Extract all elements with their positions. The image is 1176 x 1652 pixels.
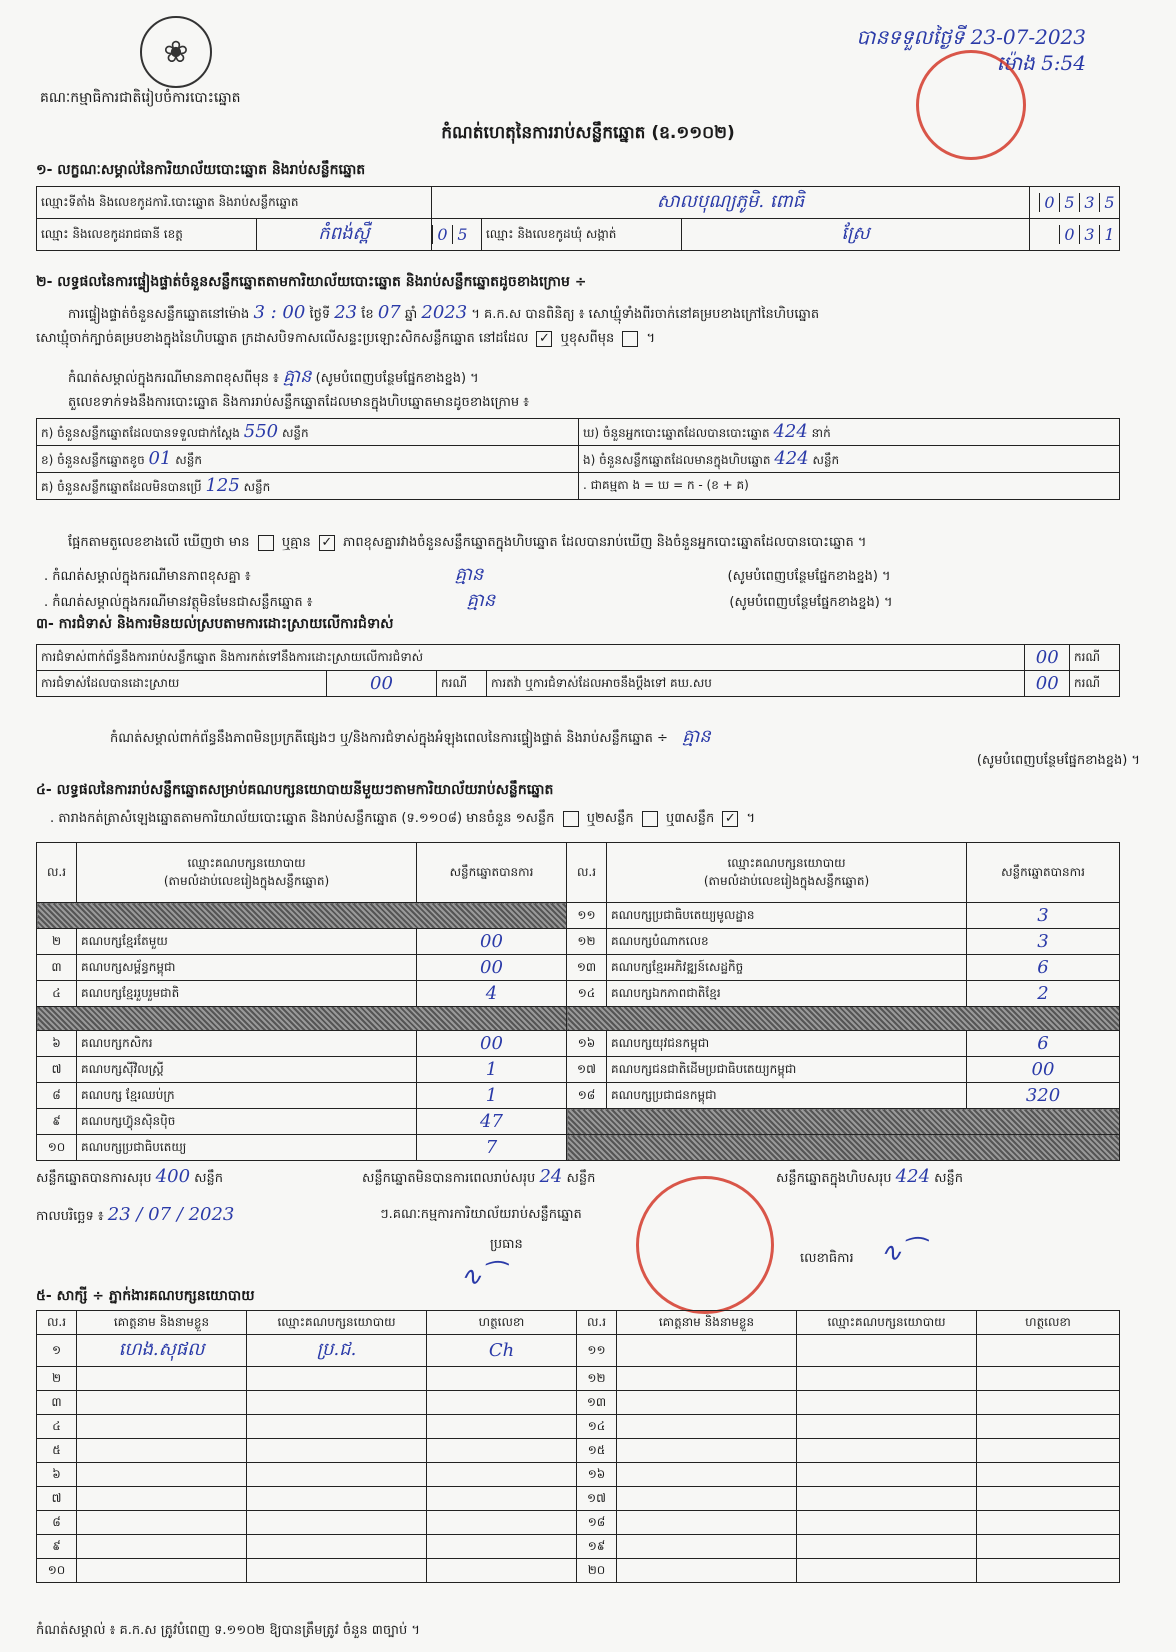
witness-number: ៧ [37,1487,77,1511]
witness-party [247,1463,427,1487]
witness-party [247,1367,427,1391]
witness-number: ១២ [577,1367,617,1391]
party-number: ១២ [567,929,607,955]
party-row [37,981,1120,1007]
count-c-row: គ) ចំនួនសន្លឹកឆ្នោតដែលមិនបានប្រើ 125 សន្លឹក [37,473,579,500]
diff-yes-checkbox [258,535,274,551]
party-row [37,955,1120,981]
party-name: គណបក្ស ខ្មែរឈប់ក្រ [77,1083,417,1109]
party-votes: 6 [967,1031,1120,1057]
party-number: ៣ [37,955,77,981]
witness-name [617,1415,797,1439]
witness-row [37,1335,1120,1367]
witness-signature: Ch [427,1335,577,1367]
verify-day: 23 [334,302,358,323]
party-votes: 00 [417,929,567,955]
section3-heading: ៣- ការជំទាស់ និងការមិនយល់ស្របតាមការដោះស្រាយលើការជំទាស់ [36,616,394,632]
party-number: ៦ [37,1031,77,1057]
tally-3-checkbox: ✓ [722,811,738,827]
witness-row [37,1415,1120,1439]
received-date: បានទទួលថ្ងៃទី 23-07-2023 [856,25,1086,49]
committee-stamp [636,1176,774,1314]
party-name: គណបក្សខ្មែរអភិវឌ្ឍន៍សេដ្ឋកិច្ច [607,955,967,981]
party-row [37,903,1120,929]
witness-party [797,1415,977,1439]
party-name: គណបក្សប្រជាជនកម្ពុជា [607,1083,967,1109]
witness-name [77,1511,247,1535]
chair-label: ប្រធាន [490,1237,523,1252]
witness-signature [427,1487,577,1511]
witness-party [247,1559,427,1583]
witness-name [77,1463,247,1487]
party-votes: 00 [417,955,567,981]
count-a-value: 550 [243,421,279,442]
witness-row [37,1559,1120,1583]
province-code: 0 5 [432,219,482,251]
count-b-row: ខ) ចំនួនសន្លឹកឆ្នោតខូច 01 សន្លឹក [37,446,579,473]
party-number: ៧ [37,1057,77,1083]
party-name: គណបក្សឯកភាពជាតិខ្មែរ [607,981,967,1007]
objection-r3-value: 00 [1025,671,1070,697]
abnormal-note-line: កំណត់សម្គាល់ក្នុងករណីមានភាពខុសពីមុន ៖ គ្មាន (សូមបំពេញបន្ថែមផ្នែកខាងខ្នង) ។ [68,366,479,387]
witness-party: ប្រ.ជ. [247,1335,427,1367]
witness-name: ហេង.សុផល [77,1335,247,1367]
committee-label: ៗ.គណៈកម្មការការិយាល័យរាប់សន្លឹកឆ្នោត [380,1207,582,1222]
witness-name [77,1535,247,1559]
station-label: ឈ្មោះទីតាំង និងលេខកូដការិ.បោះឆ្នោត និងរាប់សន្លឹកឆ្នោត [37,187,432,219]
party-number: ៨ [37,1083,77,1109]
witness-number: ១១ [577,1335,617,1367]
shaded-withdrawn-party [37,903,567,929]
witness-name [617,1391,797,1415]
commune-label: ឈ្មោះ និងលេខកូដឃុំ សង្កាត់ [482,219,682,251]
witness-signature [977,1439,1120,1463]
witness-party [247,1487,427,1511]
party-row [37,1083,1120,1109]
shaded-withdrawn-party [567,1135,1120,1161]
witness-number: ៩ [37,1535,77,1559]
party-votes: 1 [417,1057,567,1083]
province-value: កំពង់ស្ពឺ [257,219,432,251]
witness-signature [977,1391,1120,1415]
tally-1-checkbox [563,811,579,827]
party-name: គណបក្សសម្ព័ន្ធកម្ពុជា [77,955,417,981]
shaded-withdrawn-party [567,1007,1120,1031]
verify-year: 2023 [421,302,468,323]
commune-code: 0 3 1 [1030,219,1120,251]
witness-row [37,1511,1120,1535]
party-row [37,1031,1120,1057]
witness-signature [427,1511,577,1535]
witness-number: ១៨ [577,1511,617,1535]
witness-party [797,1559,977,1583]
witness-name [77,1439,247,1463]
witness-name [617,1487,797,1511]
tally-line: . តារាងកត់ត្រាសំឡេងឆ្នោតតាមការិយាល័យបោះឆ្នោត និងរាប់សន្លឹកឆ្នោត (ទ.១១០៨) មានចំនួន ១សន្លឹក ឬ២សន្លឹក ឬ៣សន្លឹក ✓ ។ [50,810,756,826]
verify-month: 07 [377,302,401,323]
objection-r2-label: ការជំទាស់ដែលបានដោះស្រាយ [37,671,327,697]
witness-party [247,1391,427,1415]
witness-name [617,1559,797,1583]
count-e-value: 424 [774,448,809,469]
witness-signature [977,1487,1120,1511]
station-value: សាលបុណ្យភូមិ. ពោធិ [432,187,1030,219]
witness-number: ៨ [37,1511,77,1535]
witness-name [77,1391,247,1415]
diff-note-line: . កំណត់សម្គាល់ក្នុងករណីមានភាពខុសគ្នា ៖ គ្មាន (សូមបំពេញបន្ថែមផ្នែកខាងខ្នង) ។ [44,564,891,585]
party-votes: 47 [417,1109,567,1135]
party-votes: 6 [967,955,1120,981]
count-d-row: ឃ) ចំនួនអ្នកបោះឆ្នោតដែលបានបោះឆ្នោត 424 នាក់ [579,419,1120,446]
count-e-row: ង) ចំនួនសន្លឹកឆ្នោតដែលមានក្នុងហិបឆ្នោត 424 សន្លឹក [579,446,1120,473]
province-label: ឈ្មោះ និងលេខកូដរាជធានី ខេត្ត [37,219,257,251]
witness-row [37,1463,1120,1487]
witness-name [617,1335,797,1367]
objection-note-line: កំណត់សម្គាល់ពាក់ព័ន្ធនឹងភាពមិនប្រក្រតីផ្សេងៗ ឬ/និងការជំទាស់ក្នុងអំឡុងពេលនៃការផ្ទៀងផ្ទាត់ និងរាប់សន្លឹកឆ្នោត ÷ គ្មាន [110,726,711,747]
witness-number: ២ [37,1367,77,1391]
witness-party [797,1487,977,1511]
party-name: គណបក្សយុវជនកម្ពុជា [607,1031,967,1057]
verify-time: 3 : 00 [253,302,306,323]
date-line: កាលបរិច្ឆេទ ៖ 23 / 07 / 2023 [36,1204,235,1225]
doubt-note-line: . កំណត់សម្គាល់ក្នុងករណីមានវត្ថុមិនមែនជាសន្លឹកឆ្នោត ៖ គ្មាន (សូមបំពេញបន្ថែមផ្នែកខាងខ្នង) ។ [44,590,893,611]
witness-number: ១៩ [577,1535,617,1559]
witness-signature [427,1463,577,1487]
party-votes: 3 [967,929,1120,955]
org-name: គណៈកម្មាធិការជាតិរៀបចំការបោះឆ្នោត [40,90,241,106]
box-total: សន្លឹកឆ្នោតក្នុងហិបសរុប 424 សន្លឹក [776,1166,964,1187]
witness-name [617,1463,797,1487]
witness-name [77,1367,247,1391]
section4-heading: ៤- លទ្ធផលនៃការរាប់សន្លឹកឆ្នោតសម្រាប់គណបក្សនយោបាយនីមួយៗតាមការិយាល័យរាប់សន្លឹកឆ្នោត [36,782,554,798]
diff-no-checkbox: ✓ [319,535,335,551]
party-name: គណបក្សប្រជាធិបតេយ្យមូលដ្ឋាន [607,903,967,929]
party-row [37,1135,1120,1161]
secretary-label: លេខាធិការ [800,1251,854,1266]
witness-signature [977,1511,1120,1535]
count-c-value: 125 [205,475,240,496]
witness-name [77,1487,247,1511]
section5-heading: ៥- សាក្សី ÷ ភ្នាក់ងារគណបក្សនយោបាយ [36,1288,255,1304]
party-number: ១១ [567,903,607,929]
witness-signature [427,1391,577,1415]
objection-r1-label: ការជំទាស់ពាក់ព័ន្ធនឹងការរាប់សន្លឹកឆ្នោត និងការកត់ទៅនឹងការដោះស្រាយលើការជំទាស់ [37,645,1025,671]
party-number: ១៧ [567,1057,607,1083]
witness-party [797,1535,977,1559]
witness-party [797,1391,977,1415]
witness-party [247,1439,427,1463]
objection-table: ការជំទាស់ពាក់ព័ន្ធនឹងការរាប់សន្លឹកឆ្នោត និងការកត់ទៅនឹងការដោះស្រាយលើការជំទាស់ 00 ករណី ការជំទាស់ដែលបានដោះស្រាយ 00 ករណី ការតវ៉ា ឬការជំទាស់ដែលអាចនឹងប្តឹងទៅ គឃ.សប 00 ករណី [36,644,1120,697]
witness-table: ល.រ គោត្តនាម និងនាមខ្លួន ឈ្មោះគណបក្សនយោបាយ ហត្ថលេខា ល.រ គោត្តនាម និងនាមខ្លួន ឈ្មោះគណបក្សនយោបាយ ហត្ថលេខា ១ ហេង.សុផល ប្រ.ជ. Ch ១១ ២ ១២ ៣ ១៣ ៤ ១៤ ៥ ១៥ ៦ ១៦ ៧ ១៧ ៨ ១៨ ៩ ១៩ ១០ ២០ [36,1310,1120,1583]
party-number: ៩ [37,1109,77,1135]
objection-fill-back: (សូមបំពេញបន្ថែមផ្នែកខាងខ្នង) ។ [976,753,1140,768]
witness-number: ១៦ [577,1463,617,1487]
party-name: គណបក្សស៊ីវិលស្ត្រី [77,1057,417,1083]
witness-signature [427,1367,577,1391]
witness-signature [977,1367,1120,1391]
witness-signature [427,1439,577,1463]
section1-heading: ១- លក្ខណៈសម្គាល់នៃការិយាល័យបោះឆ្នោត និងរាប់សន្លឹកឆ្នោត [36,162,366,178]
witness-number: ១៧ [577,1487,617,1511]
witness-number: ៦ [37,1463,77,1487]
witness-party [797,1511,977,1535]
witness-signature [427,1535,577,1559]
party-number: ១០ [37,1135,77,1161]
witness-party [797,1367,977,1391]
verify-line: ការផ្ទៀងផ្ទាត់ចំនួនសន្លឹកឆ្នោតនៅម៉ោង 3 : 00 ថ្ងៃទី 23 ខែ 07 ឆ្នាំ 2023 ។ គ.ក.ស បានពិនិត្យ ៖ សោឃ្មុំទាំងពីរចាក់នៅគម្របខាងក្រៅនៃហិបឆ្នោត [68,302,820,323]
party-results-table: ល.រ ឈ្មោះគណបក្សនយោបាយ (តាមលំដាប់លេខរៀងក្នុងសន្លឹកឆ្នោត) សន្លឹកឆ្នោតបានការ ល.រ ឈ្មោះគណបក្សនយោបាយ (តាមលំដាប់លេខរៀងក្នុងសន្លឹកឆ្នោត) សន្លឹកឆ្នោតបានការ ១១ គណបក្សប្រជាធិបតេយ្យមូលដ្ឋាន 3 ២ គណបក្សខ្មែរតែមួយ 00 ១២ គណបក្សបំណាកលេខ 3 ៣ គណបក្សសម្ព័ន្ធកម្ពុជា 00 ១៣ គណបក្សខ្មែរអភិវឌ្ឍន៍សេដ្ឋកិច្ច 6 ៤ គណបក្សខ្មែររួបរួមជាតិ 4 ១៤ គណបក្សឯកភាពជាតិខ្មែរ 2 ៦ គណបក្សកសិករ 00 ១៦ គណបក្សយុវជនកម្ពុជា 6 ៧ គណបក្សស៊ីវិលស្ត្រី 1 ១៧ គណបក្សជនជាតិដើមប្រជាធិបតេយ្យកម្ពុជា 00 ៨ គណបក្ស ខ្មែរឈប់ក្រ 1 ១៨ គណបក្សប្រជាជនកម្ពុជា 320 ៩ គណបក្សហ៊្វុនស៊ិនប៉ិច 47 ១០ គណបក្សប្រជាធិបតេយ្យ 7 [36,842,1120,1161]
count-b-value: 01 [148,448,172,469]
difference-line: ផ្អែកតាមតួលេខខាងលើ ឃើញថា មាន ឬគ្មាន ✓ ភាពខុសគ្នារវាងចំនួនសន្លឹកឆ្នោតក្នុងហិបឆ្នោត ដែលបានរាប់ឃើញ និងចំនួនអ្នកបោះឆ្នោតដែលបានបោះឆ្នោត ។ [68,534,867,550]
seal-changed-checkbox [622,331,638,347]
witness-signature [977,1463,1120,1487]
party-number: ៤ [37,981,77,1007]
party-number: ១៦ [567,1031,607,1057]
witness-party [247,1415,427,1439]
tally-2-checkbox [642,811,658,827]
count-a-row: ក) ចំនួនសន្លឹកឆ្នោតដែលបានទទួលជាក់ស្តែង 550 សន្លឹក [37,419,579,446]
party-row [37,1057,1120,1083]
witness-name [617,1535,797,1559]
party-row [37,1109,1120,1135]
section2-heading: ២- លទ្ធផលនៃការផ្ទៀងផ្ទាត់ចំនួនសន្លឹកឆ្នោតតាមការិយាល័យបោះឆ្នោត និងរាប់សន្លឹកឆ្នោតដូចខាងក្រោម ÷ [36,274,587,290]
document-title: កំណត់ហេតុនៃការរាប់សន្លឹកឆ្នោត (ឧ.១១០២) [441,123,735,143]
witness-row [37,1487,1120,1511]
commune-value: ស្រែ [682,219,1030,251]
seal-same-checkbox: ✓ [536,331,552,347]
ballot-count-table [36,418,1120,500]
party-name: គណបក្សកសិករ [77,1031,417,1057]
party-votes: 00 [967,1057,1120,1083]
witness-name [617,1439,797,1463]
witness-name [77,1559,247,1583]
witness-number: ១ [37,1335,77,1367]
shaded-withdrawn-party [567,1109,1120,1135]
witness-number: ១៤ [577,1415,617,1439]
party-name: គណបក្សជនជាតិដើមប្រជាធិបតេយ្យកម្ពុជា [607,1057,967,1083]
witness-party [247,1511,427,1535]
party-name: គណបក្សបំណាកលេខ [607,929,967,955]
party-votes: 00 [417,1031,567,1057]
party-name: គណបក្សប្រជាធិបតេយ្យ [77,1135,417,1161]
witness-number: ១៣ [577,1391,617,1415]
party-votes: 1 [417,1083,567,1109]
witness-number: ១៥ [577,1439,617,1463]
national-emblem: ❀ [140,16,212,88]
witness-party [797,1335,977,1367]
footer-note: កំណត់សម្គាល់ ៖ គ.ក.ស ត្រូវបំពេញ ទ.១១០២ ឱ្យបានត្រឹមត្រូវ ចំនួន ៣ច្បាប់ ។ [36,1623,420,1638]
valid-total: សន្លឹកឆ្នោតបានការសរុប 400 សន្លឹក [36,1166,224,1187]
formula: . ជាគម្មតា ង = ឃ = ក - (ខ + គ) [579,473,1120,500]
witness-party [247,1535,427,1559]
witness-signature [427,1415,577,1439]
witness-row [37,1391,1120,1415]
witness-signature [977,1335,1120,1367]
chair-signature: ∿⁀ [460,1262,503,1292]
witness-number: ៤ [37,1415,77,1439]
witness-name [617,1511,797,1535]
witness-party [797,1439,977,1463]
party-row [37,929,1120,955]
witness-name [617,1367,797,1391]
party-name: គណបក្សខ្មែររួបរួមជាតិ [77,981,417,1007]
party-number: ១៣ [567,955,607,981]
objection-r1-value: 00 [1025,645,1070,671]
witness-name [77,1415,247,1439]
party-name: គណបក្សខ្មែរតែមួយ [77,929,417,955]
party-votes: 7 [417,1135,567,1161]
station-info-table [36,186,1120,251]
party-votes: 4 [417,981,567,1007]
party-name: គណបក្សហ៊្វុនស៊ិនប៉ិច [77,1109,417,1135]
witness-signature [427,1559,577,1583]
witness-number: ២០ [577,1559,617,1583]
party-number: ១៤ [567,981,607,1007]
party-votes: 2 [967,981,1120,1007]
objection-r3-label: ការតវ៉ា ឬការជំទាស់ដែលអាចនឹងប្តឹងទៅ គឃ.សប [487,671,1025,697]
numbers-intro: តួលេខទាក់ទងនឹងការបោះឆ្នោត និងការរាប់សន្លឹកឆ្នោតដែលមានក្នុងហិបឆ្នោតមានដូចខាងក្រោម ៖ [68,395,529,410]
invalid-total: សន្លឹកឆ្នោតមិនបានការពេលរាប់សរុប 24 សន្លឹក [362,1166,596,1187]
witness-number: ១០ [37,1559,77,1583]
party-row [37,1007,1120,1031]
objection-r2-value: 00 [327,671,437,697]
shaded-withdrawn-party [37,1007,567,1031]
count-d-value: 424 [773,421,808,442]
witness-party [797,1463,977,1487]
witness-row [37,1367,1120,1391]
witness-row [37,1535,1120,1559]
secretary-signature: ∿⁀ [880,1238,923,1268]
witness-signature [977,1415,1120,1439]
party-number: ១៨ [567,1083,607,1109]
seal-line: សោឃ្មុំចាក់ក្បាច់គម្របខាងក្នុងនៃហិបឆ្នោត ក្រដាសបិទកាសលើសន្ទះប្រឡោះសិកសន្លឹកឆ្នោត នៅដដែល ✓ ឬខុសពីមុន ។ [36,330,656,346]
received-time: ម៉ោង 5:54 [996,51,1086,75]
witness-number: ៣ [37,1391,77,1415]
station-code: 0 5 3 5 [1030,187,1120,219]
witness-signature [977,1535,1120,1559]
party-votes: 3 [967,903,1120,929]
party-votes: 320 [967,1083,1120,1109]
witness-signature [977,1559,1120,1583]
witness-row [37,1439,1120,1463]
witness-number: ៥ [37,1439,77,1463]
party-number: ២ [37,929,77,955]
